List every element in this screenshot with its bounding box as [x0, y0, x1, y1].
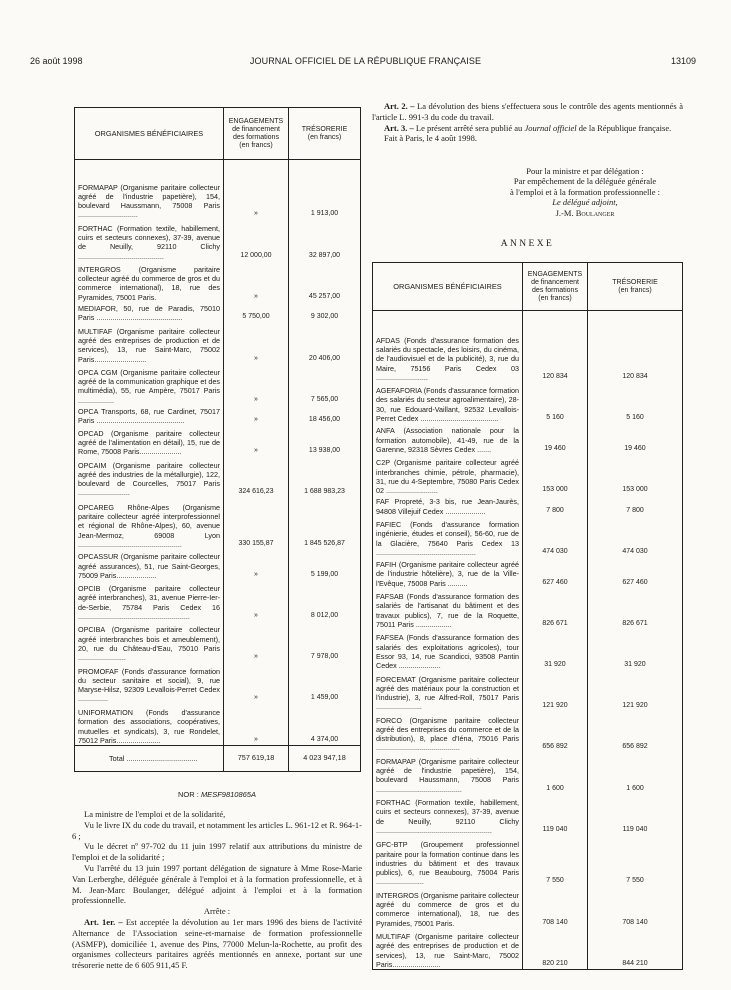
- engagements-line-1: ENGAGEMENTS: [228, 117, 284, 125]
- organisme-name: OPCAD (Organisme paritaire collecteur agréé de l'alimentation en détail), 15, rue de Rome, 75008 Paris.....................: [75, 426, 224, 457]
- article-2-label: Art. 2. –: [384, 101, 415, 111]
- table-row: [75, 456, 361, 497]
- page-number: 13109: [670, 56, 696, 66]
- table-row: [373, 712, 683, 753]
- table-row: [75, 662, 361, 703]
- preamble-vu-1: Vu le livre IX du code du travail, et notamment les articles L. 961-12 et R. 964-1-6 ;: [72, 819, 362, 841]
- engagements-value: 120 834: [523, 331, 588, 382]
- organisme-name: FORTHAC (Formation textile, habillement, cuirs et secteurs connexes), 37-39, avenue de Neuilly, 92110 Clichy ...........................................: [75, 220, 224, 261]
- table-header-row: [373, 263, 683, 311]
- table-row: [373, 495, 683, 516]
- tresorerie-value: 826 671: [588, 588, 683, 629]
- table-row: [75, 704, 361, 746]
- organisme-name: C2P (Organisme paritaire collecteur agréé interbranches chimie, pétrole, pharmacie), 31, rue du 4-Septembre, 75080 Paris Cedex 02 ..........................: [373, 454, 523, 495]
- engagements-value: 5 750,00: [224, 302, 289, 323]
- organisme-name: FAFSEA (Fonds d'assurance formation des salariés des exploitations agricoles), tour Essor 93, 14, rue Scandicci, 93508 Pantin Cedex .....................: [373, 629, 523, 670]
- tresorerie-value: 7 978,00: [289, 621, 361, 662]
- tresorerie-line-1: TRÉSORERIE: [301, 125, 348, 133]
- engagements-value: 708 140: [523, 887, 588, 928]
- engagements-value: 7 800: [523, 495, 588, 516]
- tresorerie-line-2: (en francs): [618, 286, 652, 294]
- signature-line-3: à l'emploi et à la formation professionnelle :: [510, 186, 660, 197]
- signatory-name: J.-M. Boulanger: [555, 207, 615, 218]
- table-row: [75, 549, 361, 580]
- engagements-value: 153 000: [523, 454, 588, 495]
- tresorerie-value: 5 160: [588, 382, 683, 423]
- organisme-name: AGEFAFORIA (Fonds d'assurance formation des salariés du secteur agroalimentaire), 28-30, rue Edouard-Vaillant, 92532 Levallois-Perret Cedex .......................................: [373, 382, 523, 423]
- organisme-name: FORCO (Organisme paritaire collecteur agréé des entreprises du commerce et de la distribution), 8, place d'Iéna, 75016 Paris ..........................................: [373, 712, 523, 753]
- tresorerie-value: 7 800: [588, 495, 683, 516]
- total-engagements: 757 619,18: [224, 746, 289, 772]
- organisme-name: FORTHAC (Formation textile, habillement, cuirs et secteurs connexes), 37-39, avenue de Neuilly, 92110 Clichy ..........................................................: [373, 794, 523, 835]
- engagements-value: 474 030: [523, 516, 588, 557]
- tresorerie-value: 153 000: [588, 454, 683, 495]
- table-row: [75, 498, 361, 550]
- table-row: [373, 887, 683, 928]
- engagements-line-3: des formations: [233, 133, 279, 141]
- tresorerie-value: 121 920: [588, 670, 683, 711]
- organisme-name: OPCA Transports, 68, rue Cardinet, 75017 Paris ............................................: [75, 405, 224, 426]
- organisme-name: OPCIBA (Organisme paritaire collecteur agréé interbranches bois et ameublement), 20, rue du Château-d'Eau, 75010 Paris ........................: [75, 621, 224, 662]
- decree-articles: [372, 101, 683, 144]
- tresorerie-value: 1 845 526,87: [289, 498, 361, 550]
- table-row: [75, 621, 361, 662]
- table-row: [373, 331, 683, 382]
- engagements-value: 826 671: [523, 588, 588, 629]
- engagements-value: 820 210: [523, 928, 588, 970]
- organisme-name: OPCA CGM (Organisme paritaire collecteur agréé de la communication graphique et des multimédia), 55, rue Ampère, 75017 Paris ..................: [75, 364, 224, 405]
- tresorerie-value: 7 550: [588, 835, 683, 886]
- engagements-value: 627 460: [523, 557, 588, 588]
- table-row: [373, 835, 683, 886]
- beneficiaries-table-right: [372, 262, 683, 970]
- annexe-heading: ANNEXE: [500, 239, 555, 249]
- engagements-value: »: [224, 549, 289, 580]
- organisme-name: AFDAS (Fonds d'assurance formation des salariés du spectacle, des loisirs, du cinéma, de l'audiovisuel et de la publicité), 3, rue du Maire, 75156 Paris Cedex 03 ..........................: [373, 331, 523, 382]
- journal-title: JOURNAL OFFICIEL DE LA RÉPUBLIQUE FRANÇAISE: [249, 56, 482, 66]
- engagements-line-4: (en francs): [538, 294, 572, 302]
- organisme-name: MEDIAFOR, 50, rue de Paradis, 75010 Paris ...........................................: [75, 302, 224, 323]
- engagements-value: »: [224, 364, 289, 405]
- col-header-tresorerie: [289, 108, 361, 160]
- signatory-role: Le délégué adjoint,: [552, 197, 618, 208]
- engagements-value: »: [224, 621, 289, 662]
- engagements-value: »: [224, 178, 289, 219]
- right-table-body: [373, 311, 683, 970]
- col-header-engagements: [523, 263, 588, 311]
- table-row: [75, 364, 361, 405]
- engagements-value: 5 160: [523, 382, 588, 423]
- tresorerie-value: 45 257,00: [289, 261, 361, 302]
- table-spacer-row: [75, 160, 361, 179]
- engagements-line-2: de financement: [531, 278, 579, 286]
- table-row: [373, 382, 683, 423]
- col-header-organismes: ORGANISMES BÉNÉFICIAIRES: [373, 263, 523, 311]
- organisme-name: INTERGROS (Organisme paritaire collecteur agréé du commerce de gros et du commerce international), 18, rue des Pyramides, 75001 Paris.: [75, 261, 224, 302]
- engagements-value: »: [224, 662, 289, 703]
- preamble-vu-3: Vu l'arrêté du 13 juin 1997 portant délégation de signature à Mme Rose-Marie Van Lerberghe, déléguée générale à l'emploi et à la formation professionnelle, et à M. Jean-Marc Boulanger, délégué adjoint à l'emploi et à la formation professionnelle.: [72, 862, 362, 906]
- page-header: [0, 56, 731, 70]
- article-3-label: Art. 3. –: [384, 122, 414, 133]
- engagements-line-3: des formations: [532, 286, 578, 294]
- engagements-value: 121 920: [523, 670, 588, 711]
- organisme-name: INTERGROS (Organisme paritaire collecteur agréé du commerce de gros et du commerce international), 18, rue des Pyramides, 75001 Paris.: [373, 887, 523, 928]
- col-header-engagements: [224, 108, 289, 160]
- table-row: [373, 794, 683, 835]
- table-row: [373, 629, 683, 670]
- tresorerie-value: 31 920: [588, 629, 683, 670]
- total-label: Total ...................................: [75, 746, 224, 772]
- engagements-value: 656 892: [523, 712, 588, 753]
- article-1: [72, 917, 362, 971]
- article-3-text-b: de la République française.: [578, 122, 672, 133]
- tresorerie-value: 18 456,00: [289, 405, 361, 426]
- tresorerie-value: 20 406,00: [289, 323, 361, 364]
- preamble-minister: La ministre de l'emploi et de la solidarité,: [84, 809, 226, 819]
- article-1-text: Est acceptée la dévolution au 1er mars 1996 des biens de l'activité Alternance de l'Association seine-et-marnaise de formation professionnelle (ASMFP), domiciliée 1, avenue des Pins, 77000 Melun-la-Rochette, au profit des organismes collecteurs paritaires agréés mentionnés en annexe, portant sur une trésorerie nette de 6 605 911,45 F.: [72, 916, 363, 971]
- tresorerie-value: 119 040: [588, 794, 683, 835]
- table-row: [75, 178, 361, 219]
- tresorerie-value: 120 834: [588, 331, 683, 382]
- table-row: [373, 423, 683, 454]
- table-row: [373, 454, 683, 495]
- tresorerie-value: 656 892: [588, 712, 683, 753]
- engagements-value: »: [224, 405, 289, 426]
- table-row: [373, 670, 683, 711]
- organisme-name: FORCEMAT (Organisme paritaire collecteur agréé des matériaux pour la construction et l'industrie), 3, rue Alfred-Roll, 75017 Paris .......................: [373, 670, 523, 711]
- table-row: [75, 302, 361, 323]
- nor-code: MESF9810865A: [200, 790, 256, 799]
- arrete-heading: Arrête :: [203, 906, 231, 917]
- organisme-name: MULTIFAF (Organisme paritaire collecteur agréé des entreprises de production et de services), 13, rue Saint-Marc, 75002 Paris..........................: [75, 323, 224, 364]
- nor-label: NOR :: [178, 790, 199, 799]
- organisme-name: FAFIEC (Fonds d'assurance formation ingénierie, études et conseil), 56-60, rue de la Glacière, 75640 Paris Cedex 13 ..................................................: [373, 516, 523, 557]
- signature-block: [460, 166, 710, 218]
- table-header-row: [75, 108, 361, 160]
- tresorerie-value: 8 012,00: [289, 580, 361, 621]
- table-row: [373, 928, 683, 970]
- col-header-organismes: ORGANISMES BÉNÉFICIAIRES: [75, 108, 224, 160]
- table-row: [373, 588, 683, 629]
- organisme-name: OPCIB (Organisme paritaire collecteur agréé interbranches), 31, avenue Pierre-Ier-de-Serbie, 75784 Paris Cedex 16 ........................................................: [75, 580, 224, 621]
- engagements-value: 12 000,00: [224, 220, 289, 261]
- article-3-text-a: Le présent arrêté sera publié au: [415, 122, 523, 133]
- organisme-name: FAFSAB (Fonds d'assurance formation des salariés de l'artisanat du bâtiment et des travaux publics), 7, rue de la Roquette, 75011 Paris ..................: [373, 588, 523, 629]
- engagements-value: »: [224, 426, 289, 457]
- article-2-text: La dévolution des biens s'effectuera sous le contrôle des agents mentionnés à l'article L. 991-3 du code du travail.: [372, 101, 683, 122]
- tresorerie-value: 4 374,00: [289, 704, 361, 746]
- table-row: [373, 516, 683, 557]
- organisme-name: FORMAPAP (Organisme paritaire collecteur agréé de l'industrie papetière), 154, boulevard Haussmann, 75008 Paris ..............................: [75, 178, 224, 219]
- table-row: [373, 557, 683, 588]
- article-2: [372, 101, 683, 123]
- table-spacer-row: [373, 311, 683, 331]
- table-row: [75, 323, 361, 364]
- decree-preamble: [72, 809, 362, 971]
- table-row: [75, 405, 361, 426]
- signature-line-1: Pour la ministre et par délégation :: [526, 166, 644, 176]
- organisme-name: UNIFORMATION (Fonds d'assurance formation des associations, coopératives, mutuelles et syndicats), 3, rue Rondelet, 75012 Paris......................: [75, 704, 224, 746]
- tresorerie-line-2: (en francs): [307, 133, 342, 141]
- tresorerie-value: 1 913,00: [289, 178, 361, 219]
- engagements-value: 31 920: [523, 629, 588, 670]
- engagements-value: 119 040: [523, 794, 588, 835]
- organisme-name: PROMOFAF (Fonds d'assurance formation du secteur sanitaire et social), 9, rue Maryse-Hilsz, 92309 Levallois-Perret Cedex ...............: [75, 662, 224, 703]
- organisme-name: MULTIFAF (Organisme paritaire collecteur agréé des entreprises de production et de services), 13, rue Saint-Marc, 75002 Paris........................: [373, 928, 523, 970]
- engagements-value: 19 460: [523, 423, 588, 454]
- engagements-line-2: de financement: [232, 125, 280, 133]
- table-row: [373, 753, 683, 794]
- engagements-value: »: [224, 580, 289, 621]
- engagements-value: 324 616,23: [224, 456, 289, 497]
- preamble-vu-2: Vu le décret nº 97-702 du 11 juin 1997 relatif aux attributions du ministre de l'emploi et de la solidarité ;: [72, 841, 362, 863]
- tresorerie-value: 9 302,00: [289, 302, 361, 323]
- tresorerie-value: 19 460: [588, 423, 683, 454]
- engagements-value: 330 155,87: [224, 498, 289, 550]
- tresorerie-value: 1 600: [588, 753, 683, 794]
- engagements-line-4: (en francs): [239, 141, 273, 149]
- left-table-body: [75, 160, 361, 746]
- table-row: [75, 580, 361, 621]
- table-row: [75, 261, 361, 302]
- tresorerie-line-1: TRÉSORERIE: [612, 278, 658, 286]
- tresorerie-value: 1 688 983,23: [289, 456, 361, 497]
- tresorerie-value: 708 140: [588, 887, 683, 928]
- article-1-label: Art. 1er. –: [84, 916, 123, 927]
- tresorerie-value: 32 897,00: [289, 220, 361, 261]
- engagements-line-1: ENGAGEMENTS: [527, 270, 583, 278]
- tresorerie-value: 1 459,00: [289, 662, 361, 703]
- organisme-name: FORMAPAP (Organisme paritaire collecteur agréé de l'industrie papetière), 154, boulevard Haussmann, 75008 Paris ...........................................: [373, 753, 523, 794]
- tresorerie-value: 7 565,00: [289, 364, 361, 405]
- tresorerie-value: 474 030: [588, 516, 683, 557]
- organisme-name: GFC-BTP (Groupement professionnel paritaire pour la formation continue dans les industries du bâtiment et des travaux publics), 6, rue Beaubourg, 75004 Paris ........................: [373, 835, 523, 886]
- signature-line-4: [460, 197, 710, 207]
- organisme-name: OPCAREG Rhône-Alpes (Organisme paritaire collecteur agréé interprofessionnel et régional de Rhône-Alpes), 60, avenue Jean-Mermoz, 69008 Lyon ....................................................: [75, 498, 224, 550]
- issue-date: 26 août 1998: [30, 56, 83, 66]
- table-row: [75, 220, 361, 261]
- organisme-name: OPCAIM (Organisme paritaire collecteur agréé des industries de la métallurgie), 122, boulevard de Courcelles, 75017 Paris ..........................: [75, 456, 224, 497]
- nor-reference: [72, 790, 362, 799]
- engagements-value: 7 550: [523, 835, 588, 886]
- col-header-tresorerie: [588, 263, 683, 311]
- tresorerie-value: 627 460: [588, 557, 683, 588]
- tresorerie-value: 5 199,00: [289, 549, 361, 580]
- engagements-value: »: [224, 704, 289, 746]
- organisme-name: ANFA (Association nationale pour la formation automobile), 41-49, rue de la Garenne, 92318 Sèvres Cedex .......: [373, 423, 523, 454]
- fait-a-paris: Fait à Paris, le 4 août 1998.: [384, 133, 478, 144]
- article-3: [372, 123, 683, 134]
- signature-line-2: Par empêchement de la déléguée générale: [513, 176, 657, 187]
- organisme-name: FAFIH (Organisme paritaire collecteur agréé de l'industrie hôtelière), 3, rue de la Ville-l'Evêque, 75008 Paris ..........: [373, 557, 523, 588]
- organisme-name: FAF Propreté, 3-3 bis, rue Jean-Jaurès, 94808 Villejuif Cedex ....................: [373, 495, 523, 516]
- table-row: [75, 426, 361, 457]
- journal-officiel-ref: Journal officiel: [524, 122, 577, 133]
- total-row: [75, 746, 361, 772]
- total-tresorerie: 4 023 947,18: [289, 746, 361, 772]
- engagements-value: »: [224, 261, 289, 302]
- beneficiaries-table-left: [74, 107, 361, 772]
- engagements-value: »: [224, 323, 289, 364]
- tresorerie-value: 13 938,00: [289, 426, 361, 457]
- engagements-value: 1 600: [523, 753, 588, 794]
- tresorerie-value: 844 210: [588, 928, 683, 970]
- organisme-name: OPCASSUR (Organisme paritaire collecteur agréé assurances), 51, rue Saint-Georges, 75009 Paris....................: [75, 549, 224, 580]
